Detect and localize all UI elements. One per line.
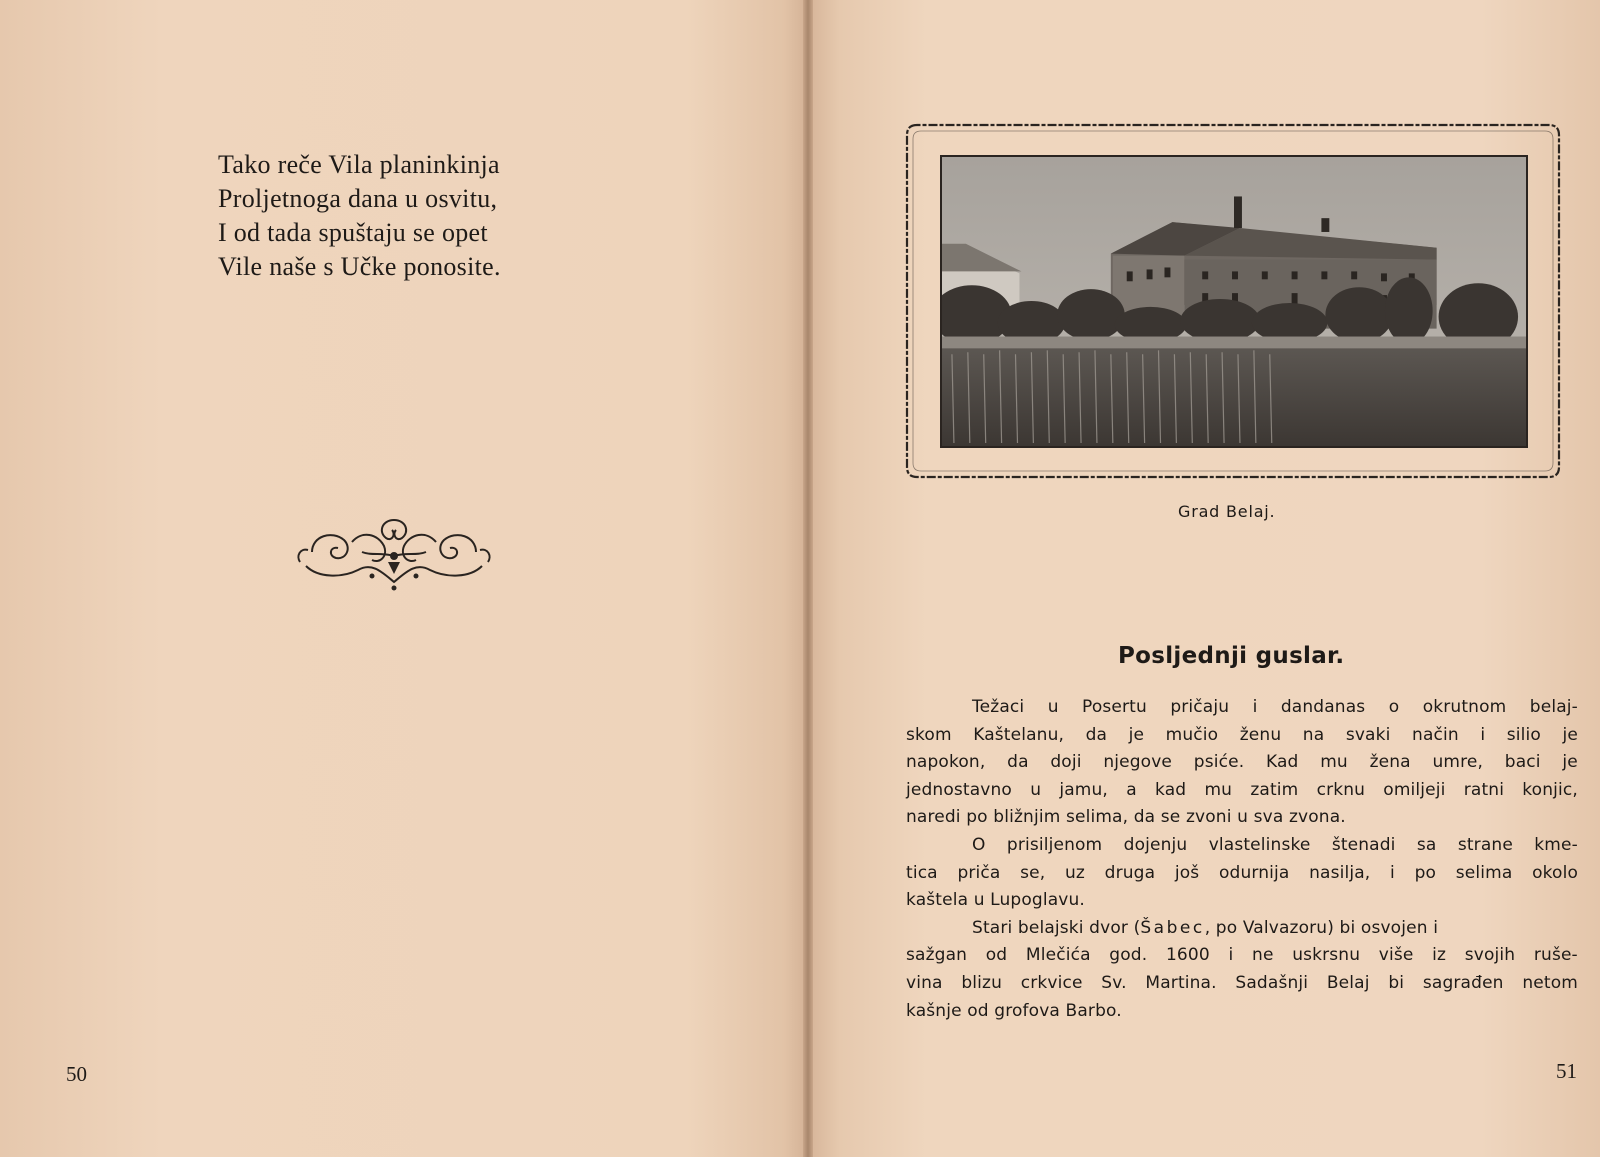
word: u bbox=[1030, 779, 1042, 800]
word: uskrsnu bbox=[1292, 945, 1361, 966]
spaced-name: Šabec bbox=[1140, 917, 1205, 938]
word: Kaštelanu, bbox=[973, 724, 1065, 745]
word: nasilja, bbox=[1309, 862, 1371, 883]
word: omiljeji bbox=[1383, 779, 1446, 800]
word: Posertu bbox=[1082, 697, 1147, 717]
word: a bbox=[1126, 779, 1137, 800]
poem-line: Proljetnoga dana u osvitu, bbox=[218, 184, 498, 213]
word: kad bbox=[1155, 779, 1187, 800]
word: sažgan bbox=[906, 945, 968, 966]
word: silio bbox=[1506, 724, 1541, 745]
word: Mlečića bbox=[1025, 945, 1091, 966]
word: iz bbox=[1432, 945, 1447, 966]
poem-line: Tako reče Vila planinkinja bbox=[218, 150, 500, 179]
word: ženu bbox=[1239, 724, 1282, 745]
word: blizu bbox=[961, 972, 1002, 993]
text-line-content: , po Valvazoru) bi osvojen i bbox=[1204, 917, 1439, 938]
word: Martina. bbox=[1145, 972, 1217, 993]
word: vlastelinske bbox=[1208, 834, 1311, 855]
word: žena bbox=[1369, 752, 1411, 773]
word: priča bbox=[957, 862, 1001, 883]
text-line bbox=[906, 694, 1578, 722]
word: belaj- bbox=[1529, 697, 1578, 717]
page-number-left: 50 bbox=[66, 1062, 87, 1086]
castle-photo bbox=[940, 155, 1528, 448]
word: i bbox=[1228, 945, 1234, 966]
word: mučio bbox=[1165, 724, 1219, 745]
photo-caption: Grad Belaj. bbox=[1178, 502, 1276, 521]
text-line bbox=[906, 860, 1578, 888]
word: kme- bbox=[1534, 834, 1578, 855]
word: se, bbox=[1020, 862, 1046, 883]
word: i bbox=[1480, 724, 1486, 745]
poem-line: Vile naše s Učke ponosite. bbox=[218, 252, 501, 281]
word: je bbox=[1562, 752, 1578, 773]
text-line bbox=[906, 942, 1578, 970]
word: pričaju bbox=[1170, 697, 1230, 717]
word: umre, bbox=[1432, 752, 1484, 773]
section-heading: Posljednji guslar. bbox=[1118, 643, 1345, 669]
word: uz bbox=[1064, 862, 1085, 883]
text-line bbox=[906, 998, 1578, 1026]
word: na bbox=[1302, 724, 1325, 745]
word: ratni bbox=[1463, 779, 1505, 800]
word: mu bbox=[1320, 752, 1348, 773]
poem-stanza bbox=[218, 148, 638, 284]
word: je bbox=[1562, 724, 1578, 745]
word: psiće. bbox=[1193, 752, 1245, 773]
word: svojih bbox=[1464, 945, 1516, 966]
word: skom bbox=[906, 724, 952, 745]
word: okrutnom bbox=[1422, 697, 1507, 717]
word: dandanas bbox=[1280, 697, 1366, 717]
word: konjic, bbox=[1522, 779, 1578, 800]
word: Belaj bbox=[1326, 972, 1370, 993]
text-line bbox=[906, 887, 1578, 915]
text-line bbox=[906, 722, 1578, 750]
word: napokon, bbox=[906, 752, 986, 773]
word: god. bbox=[1109, 945, 1148, 966]
word: ruše- bbox=[1533, 945, 1578, 966]
word: 1600 bbox=[1165, 945, 1210, 966]
word: da bbox=[1007, 752, 1029, 773]
word: selima bbox=[1455, 862, 1513, 883]
word: njegove bbox=[1103, 752, 1173, 773]
word: više bbox=[1378, 945, 1414, 966]
poem-line: I od tada spuštaju se opet bbox=[218, 218, 488, 247]
text-line bbox=[906, 970, 1578, 998]
text-line-content: naredi po bližnjim selima, da se zvoni u sva zvona. bbox=[906, 807, 1346, 828]
text-line bbox=[906, 832, 1578, 860]
word: dojenju bbox=[1123, 834, 1188, 855]
floral-ornament-icon bbox=[292, 512, 496, 592]
word: ne bbox=[1252, 945, 1274, 966]
word: prisiljenom bbox=[1006, 834, 1103, 855]
word: Težaci bbox=[972, 697, 1025, 717]
word: jamu, bbox=[1059, 779, 1108, 800]
word: baci bbox=[1504, 752, 1541, 773]
text-line-content: kaštela u Lupoglavu. bbox=[906, 890, 1085, 911]
word: od bbox=[985, 945, 1008, 966]
word: crkvice bbox=[1020, 972, 1083, 993]
page-number-right: 51 bbox=[1556, 1059, 1577, 1083]
word: Sadašnji bbox=[1235, 972, 1309, 993]
word: zatim bbox=[1250, 779, 1299, 800]
book-gutter bbox=[803, 0, 813, 1157]
word: sa bbox=[1416, 834, 1437, 855]
word: i bbox=[1390, 862, 1395, 883]
article-body bbox=[906, 694, 1578, 1025]
word: po bbox=[1414, 862, 1437, 883]
word: netom bbox=[1522, 972, 1578, 993]
text-line bbox=[906, 804, 1578, 832]
text-line bbox=[906, 915, 1578, 943]
word: vina bbox=[906, 972, 943, 993]
word: način bbox=[1412, 724, 1459, 745]
word: tica bbox=[906, 862, 938, 883]
word: da bbox=[1085, 724, 1108, 745]
word: bi bbox=[1388, 972, 1405, 993]
word: svaki bbox=[1345, 724, 1391, 745]
text-line bbox=[906, 777, 1578, 805]
word: doji bbox=[1050, 752, 1082, 773]
word: O bbox=[972, 834, 986, 855]
word: druga bbox=[1104, 862, 1156, 883]
word: mu bbox=[1204, 779, 1233, 800]
word: odurnija bbox=[1218, 862, 1290, 883]
word: je bbox=[1128, 724, 1145, 745]
word: još bbox=[1174, 862, 1200, 883]
word: jednostavno bbox=[906, 779, 1012, 800]
word: strane bbox=[1457, 834, 1513, 855]
word: Sv. bbox=[1101, 972, 1127, 993]
text-line bbox=[906, 749, 1578, 777]
word: u bbox=[1047, 697, 1059, 717]
word: okolo bbox=[1532, 862, 1578, 883]
word: sagrađen bbox=[1422, 972, 1504, 993]
word: i bbox=[1252, 697, 1258, 717]
word: štenadi bbox=[1331, 834, 1396, 855]
text-line-content: Stari belajski dvor ( bbox=[972, 917, 1141, 938]
word: Kad bbox=[1265, 752, 1299, 773]
text-line-content: kašnje od grofova Barbo. bbox=[906, 1000, 1122, 1021]
word: o bbox=[1388, 697, 1400, 717]
word: crknu bbox=[1316, 779, 1366, 800]
